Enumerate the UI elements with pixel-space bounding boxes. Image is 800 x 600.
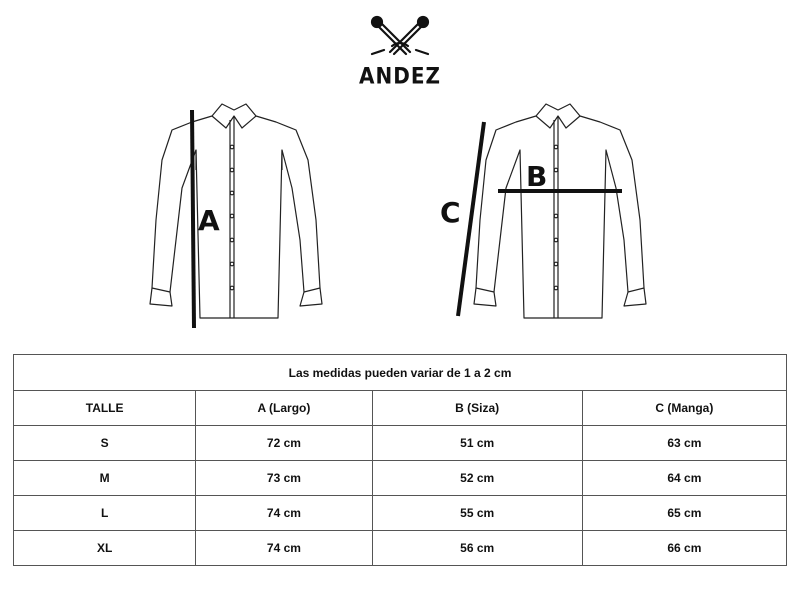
table-row bbox=[14, 426, 787, 461]
cell-siza: 55 cm bbox=[372, 496, 582, 531]
shirt-back-outline bbox=[474, 104, 646, 318]
brand-logo bbox=[340, 14, 460, 90]
table-row bbox=[14, 496, 787, 531]
cell-siza: 51 cm bbox=[372, 426, 582, 461]
label-c: C bbox=[440, 196, 461, 229]
table-row bbox=[14, 461, 787, 496]
table-header-row bbox=[14, 391, 787, 426]
table-row bbox=[14, 531, 787, 566]
cell-largo: 72 cm bbox=[196, 426, 372, 461]
cell-largo: 74 cm bbox=[196, 531, 372, 566]
header-a-largo: A (Largo) bbox=[196, 391, 372, 426]
cell-manga: 64 cm bbox=[582, 461, 786, 496]
table-note-row bbox=[14, 355, 787, 391]
cell-manga: 65 cm bbox=[582, 496, 786, 531]
header-c-manga: C (Manga) bbox=[582, 391, 786, 426]
header-b-siza: B (Siza) bbox=[372, 391, 582, 426]
cell-size: M bbox=[14, 461, 196, 496]
cell-size: L bbox=[14, 496, 196, 531]
cell-manga: 66 cm bbox=[582, 531, 786, 566]
cell-size: XL bbox=[14, 531, 196, 566]
brand-name: ANDEZ bbox=[359, 62, 441, 90]
safety-pins-icon bbox=[368, 14, 432, 60]
cell-manga: 63 cm bbox=[582, 426, 786, 461]
size-table bbox=[13, 354, 787, 566]
cell-siza: 52 cm bbox=[372, 461, 582, 496]
cell-largo: 73 cm bbox=[196, 461, 372, 496]
cell-size: S bbox=[14, 426, 196, 461]
shirt-measurement-diagram bbox=[0, 95, 800, 340]
label-a: A bbox=[198, 204, 220, 237]
shirt-front-outline bbox=[150, 104, 322, 318]
label-b: B bbox=[526, 160, 548, 193]
cell-largo: 74 cm bbox=[196, 496, 372, 531]
measure-line-a bbox=[192, 110, 194, 328]
table-note: Las medidas pueden variar de 1 a 2 cm bbox=[14, 355, 787, 391]
cell-siza: 56 cm bbox=[372, 531, 582, 566]
header-talle: TALLE bbox=[14, 391, 196, 426]
